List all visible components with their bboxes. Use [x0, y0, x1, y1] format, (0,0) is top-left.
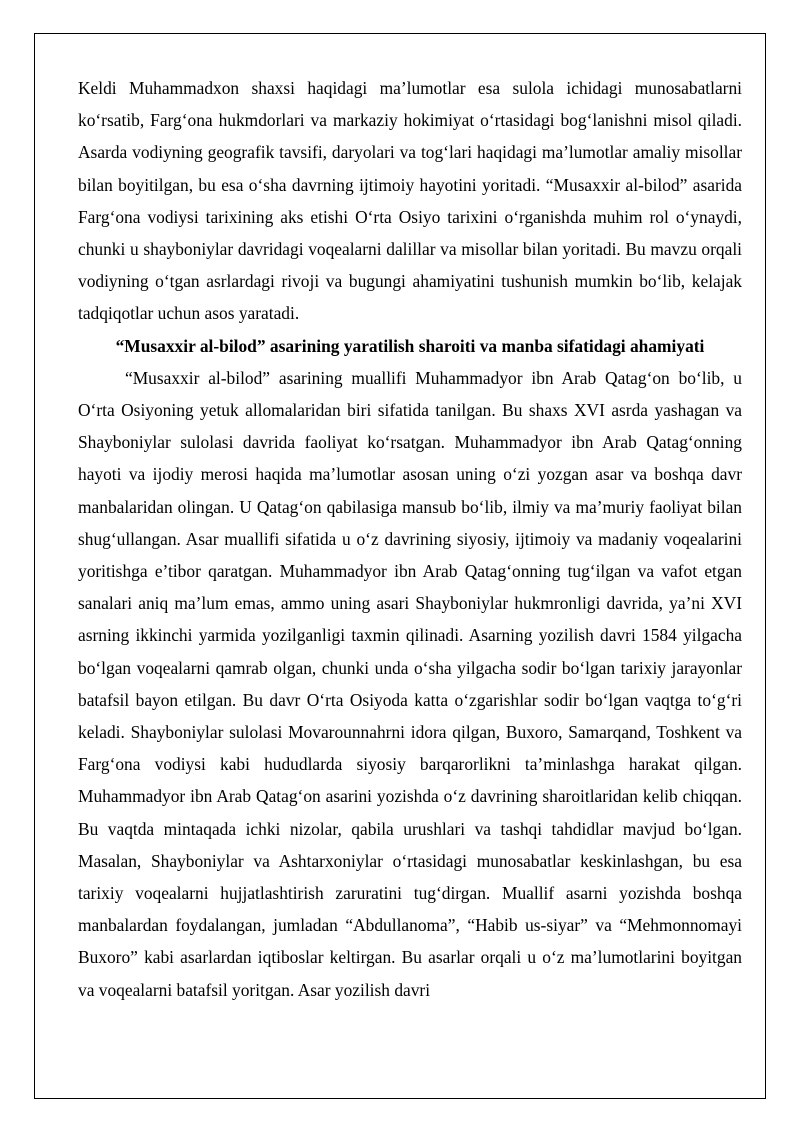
paragraph-main: “Musaxxir al-bilod” asarining muallifi Muhammadyor ibn Arab Qatag‘on bo‘lib, u O‘rta Osiyoning yetuk allomalaridan biri sifatida tanilgan. Bu shaxs XVI asrda yashagan va Shayboniylar sulolasi davrida faoliyat ko‘rsatgan. Muhammadyor ibn Arab Qatag‘onning hayoti va ijodiy merosi haqida ma’lumotlar asosan uning o‘zi yozgan asar va boshqa davr manbalaridan olingan. U Qatag‘on qabilasiga mansub bo‘lib, ilmiy va ma’muriy faoliyat bilan shug‘ullangan. Asar muallifi sifatida u o‘z davrining siyosiy, ijtimoiy va madaniy voqealarini yoritishga e’tibor qaratgan. Muhammadyor ibn Arab Qatag‘onning tug‘ilgan va vafot etgan sanalari aniq ma’lum emas, ammo uning asari Shayboniylar hukmronligi davrida, ya’ni XVI asrning ikkinchi yarmida yozilganligi taxmin qilinadi. Asarning yozilish davri 1584 yilgacha bo‘lgan voqealarni qamrab olgan, chunki unda o‘sha yilgacha sodir bo‘lgan tarixiy jarayonlar batafsil bayon etilgan. Bu davr O‘rta Osiyoda katta o‘zgarishlar sodir bo‘lgan vaqtga to‘g‘ri keladi. Shayboniylar sulolasi Movarounnahrni idora qilgan, Buxoro, Samarqand, Toshkent va Farg‘ona vodiysi kabi hududlarda siyosiy barqarorlikni ta’minlashga harakat qilgan. Muhammadyor ibn Arab Qatag‘on asarini yozishda o‘z davrining sharoitlaridan kelib chiqqan. Bu vaqtda mintaqada ichki nizolar, qabila urushlari va tashqi tahdidlar mavjud bo‘lgan. Masalan, Shayboniylar va Ashtarxoniylar o‘rtasidagi munosabatlar keskinlashgan, bu esa tarixiy voqealarni hujjatlashtirish zaruratini tug‘dirgan. Muallif asarni yozishda boshqa manbalardan foydalangan, jumladan “Abdullanoma”, “Habib us-siyar” va “Mehmonnomayi Buxoro” kabi asarlardan iqtiboslar keltirgan. Bu asarlar orqali u o‘z ma’lumotlarini boyitgan va voqealarni batafsil yoritgan. Asar yozilish davri	[78, 367, 742, 1000]
paragraph-intro: Keldi Muhammadxon shaxsi haqidagi ma’lumotlar esa sulola ichidagi munosabatlarni ko‘rsatib, Farg‘ona hukmdorlari va markaziy hokimiyat o‘rtasidagi bog‘lanishni misol qiladi. Asarda vodiyning geografik tavsifi, daryolari va tog‘lari haqidagi ma’lumotlar amaliy misollar bilan boyitilgan, bu esa o‘sha davrning ijtimoiy hayotini yoritadi. “Musaxxir al-bilod” asarida Farg‘ona vodiysi tarixining aks etishi O‘rta Osiyo tarixini o‘rganishda muhim rol o‘ynaydi, chunki u shayboniylar davridagi voqealarni dalillar va misollar bilan yoritadi. Bu mavzu orqali vodiyning o‘tgan asrlardagi rivoji va bugungi ahamiyatini tushunish mumkin bo‘lib, kelajak tadqiqotlar uchun asos yaratadi.	[78, 78, 742, 324]
document-body	[78, 72, 742, 1006]
section-heading: “Musaxxir al-bilod” asarining yaratilish sharoiti va manba sifatidagi ahamiyati	[115, 335, 705, 356]
